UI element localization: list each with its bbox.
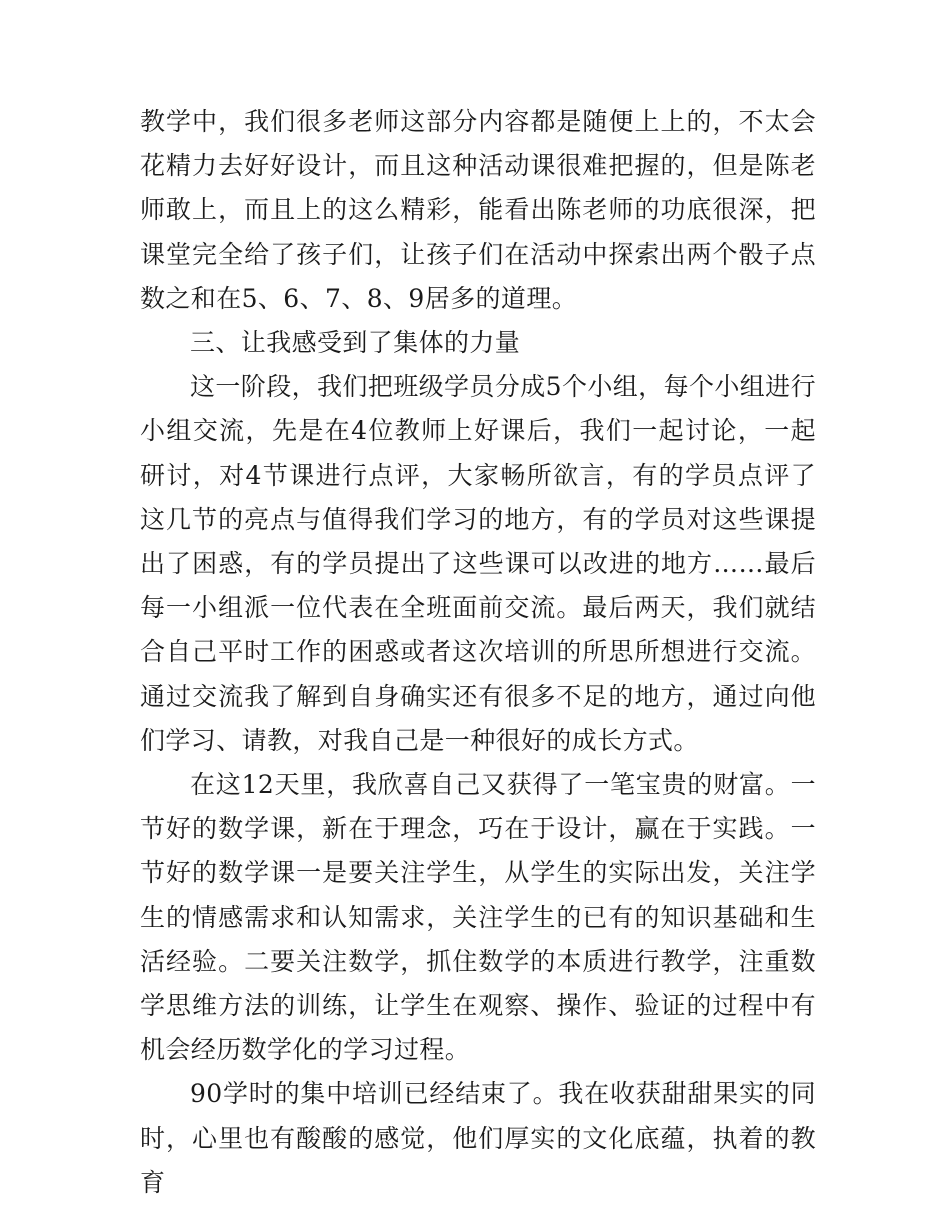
- paragraph-reflection: 在这12天里，我欣喜自己又获得了一笔宝贵的财富。一节好的数学课，新在于理念，巧在于设计，赢在于实践。一节好的数学课一是要关注学生，从学生的实际出发，关注学生的情感需求和认知需求，关注学生的已有的知识基础和生活经验。二要关注数学，抓住数学的本质进行教学，注重数学思维方法的训练，让学生在观察、操作、验证的过程中有机会经历数学化的学习过程。: [140, 770, 816, 1065]
- paragraph-group-discussion: 这一阶段，我们把班级学员分成5个小组，每个小组进行小组交流，先是在4位教师上好课后，我们一起讨论，一起研讨，对4节课进行点评，大家畅所欲言，有的学员点评了这几节的亮点与值得我们学习的地方，有的学员对这些课提出了困惑，有的学员提出了这些课可以改进的地方……最后每一小组派一位代表在全班面前交流。最后两天，我们就结合自己平时工作的困惑或者这次培训的所思所想进行交流。通过交流我了解到自身确实还有很多不足的地方，通过向他们学习、请教，对我自己是一种很好的成长方式。: [140, 372, 816, 755]
- section-heading: 三、让我感受到了集体的力量: [190, 328, 521, 358]
- document-body: [140, 100, 816, 1205]
- paragraph-continuation: 教学中，我们很多老师这部分内容都是随便上上的，不太会花精力去好好设计，而且这种活动课很难把握的，但是陈老师敢上，而且上的这么精彩，能看出陈老师的功底很深，把课堂完全给了孩子们，让孩子们在活动中探索出两个骰子点数之和在5、6、7、8、9居多的道理。: [140, 107, 816, 313]
- paragraph-conclusion: 90学时的集中培训已经结束了。我在收获甜甜果实的同时，心里也有酸酸的感觉，他们厚实的文化底蕴，执着的教育: [140, 1079, 816, 1197]
